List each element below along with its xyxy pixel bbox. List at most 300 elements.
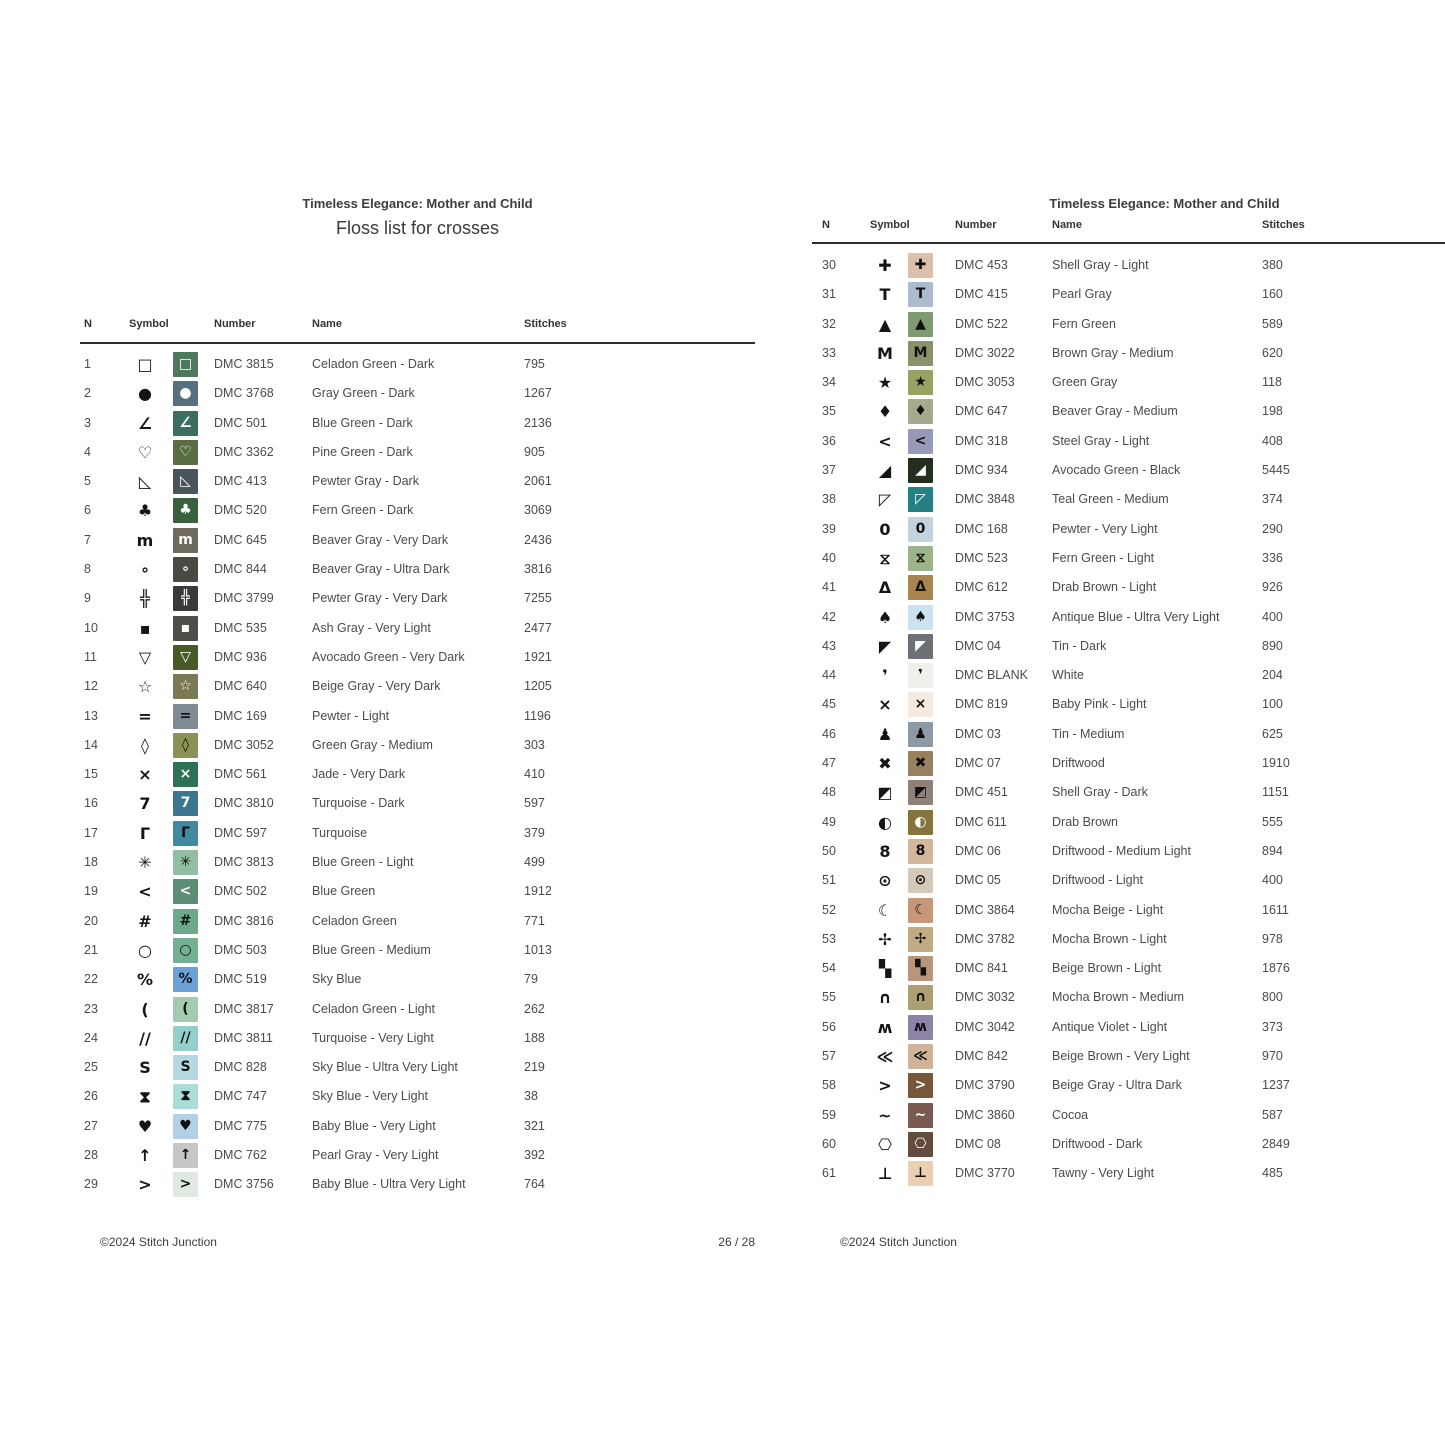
floss-name: Beige Brown - Light <box>1052 961 1162 976</box>
color-swatch: m <box>173 528 198 553</box>
color-swatch: ◢ <box>908 458 933 483</box>
row-index: 27 <box>84 1118 98 1133</box>
stitch-count: 3069 <box>524 503 552 518</box>
floss-row <box>812 837 1445 866</box>
floss-number: DMC 451 <box>955 785 1008 800</box>
symbol-glyph: S <box>139 1058 151 1078</box>
color-swatch: ♠ <box>908 605 933 630</box>
color-swatch: < <box>908 429 933 454</box>
floss-row <box>812 603 1445 632</box>
floss-row <box>80 1112 755 1141</box>
floss-number: DMC 3022 <box>955 345 1015 360</box>
row-index: 21 <box>84 942 98 957</box>
floss-name: Celadon Green - Light <box>312 1001 435 1016</box>
floss-name: White <box>1052 668 1084 683</box>
color-swatch: × <box>173 762 198 787</box>
symbol-glyph: ╬ <box>140 589 150 609</box>
symbol-glyph: ▪ <box>139 618 151 638</box>
stitch-count: 400 <box>1262 609 1283 624</box>
floss-name: Baby Blue - Ultra Very Light <box>312 1177 466 1192</box>
stitch-count: 118 <box>1262 375 1282 390</box>
stitch-count: 485 <box>1262 1166 1283 1181</box>
floss-name: Blue Green - Dark <box>312 415 413 430</box>
row-index: 41 <box>822 580 836 595</box>
floss-number: DMC 828 <box>214 1060 267 1075</box>
floss-row <box>812 896 1445 925</box>
floss-row <box>80 965 755 994</box>
symbol-glyph: ● <box>138 384 152 404</box>
page-indicator: 26 / 28 <box>718 1235 755 1249</box>
page-title: Timeless Elegance: Mother and Child <box>1049 196 1280 211</box>
symbol-glyph: × <box>138 765 152 785</box>
stitch-count: 380 <box>1262 258 1283 272</box>
stitch-count: 100 <box>1262 697 1283 712</box>
floss-row <box>812 778 1445 807</box>
row-index: 54 <box>822 961 836 976</box>
stitch-count: 408 <box>1262 433 1283 448</box>
floss-name: Sky Blue - Very Light <box>312 1089 429 1104</box>
column-header-name: Name <box>1052 219 1082 231</box>
floss-row <box>812 661 1445 690</box>
symbol-glyph: m <box>136 530 154 550</box>
stitch-count: 262 <box>524 1001 545 1016</box>
floss-name: Beaver Gray - Medium <box>1052 404 1178 419</box>
row-index: 53 <box>822 931 836 946</box>
floss-row <box>80 1082 755 1111</box>
floss-name: Pearl Gray <box>1052 287 1112 302</box>
floss-row <box>812 339 1445 368</box>
floss-number: DMC 06 <box>955 843 1001 858</box>
floss-name: Blue Green - Light <box>312 855 414 870</box>
copyright-text: ©2024 Stitch Junction <box>840 1235 957 1249</box>
floss-row <box>80 731 755 760</box>
floss-row <box>812 573 1445 602</box>
floss-name: Beaver Gray - Very Dark <box>312 532 449 547</box>
floss-name: Driftwood - Light <box>1052 873 1144 888</box>
floss-name: Baby Blue - Very Light <box>312 1118 436 1133</box>
symbol-glyph: ◐ <box>878 812 892 832</box>
row-index: 20 <box>84 913 98 928</box>
floss-number: DMC 3042 <box>955 1019 1015 1034</box>
row-index: 16 <box>84 796 98 811</box>
floss-name: Pewter Gray - Very Dark <box>312 591 448 606</box>
floss-number: DMC 597 <box>214 825 267 840</box>
symbol-glyph: ✢ <box>878 929 892 949</box>
copyright-text: ©2024 Stitch Junction <box>100 1235 217 1249</box>
color-swatch: ☆ <box>173 674 198 699</box>
stitch-count: 625 <box>1262 726 1283 741</box>
row-index: 23 <box>84 1001 98 1016</box>
floss-row <box>812 866 1445 895</box>
stitch-count: 374 <box>1262 492 1283 507</box>
floss-number: DMC 934 <box>955 463 1008 478</box>
stitch-count: 1013 <box>524 942 552 957</box>
color-swatch: ♟ <box>908 722 933 747</box>
row-index: 38 <box>822 492 836 507</box>
stitch-count: 160 <box>1262 287 1283 302</box>
row-index: 57 <box>822 1049 836 1064</box>
row-index: 30 <box>822 258 836 272</box>
symbol-glyph: > <box>138 1175 152 1195</box>
row-index: 4 <box>84 444 91 459</box>
row-index: 35 <box>822 404 836 419</box>
floss-number: DMC 3848 <box>955 492 1015 507</box>
stitch-count: 3816 <box>524 562 552 577</box>
floss-number: DMC 611 <box>955 814 1007 829</box>
row-index: 40 <box>822 550 836 565</box>
floss-number: DMC 762 <box>214 1148 267 1163</box>
symbol-glyph: ❜ <box>882 666 888 686</box>
stitch-count: 2849 <box>1262 1136 1290 1151</box>
floss-name: Pewter Gray - Dark <box>312 474 419 489</box>
symbol-glyph: ♣ <box>137 501 153 521</box>
floss-number: DMC 3817 <box>214 1001 274 1016</box>
floss-row <box>812 1042 1445 1071</box>
symbol-glyph: ♦ <box>877 402 893 422</box>
floss-row <box>812 368 1445 397</box>
symbol-glyph: ✳ <box>138 853 152 873</box>
row-index: 56 <box>822 1019 836 1034</box>
column-header-n: N <box>84 318 92 330</box>
row-index: 55 <box>822 990 836 1005</box>
row-index: 61 <box>822 1166 836 1181</box>
table-header-rule <box>80 342 755 344</box>
symbol-glyph: ≪ <box>876 1047 894 1067</box>
color-swatch: ★ <box>908 370 933 395</box>
color-swatch: 0 <box>908 517 933 542</box>
stitch-count: 970 <box>1262 1049 1283 1064</box>
floss-row <box>80 848 755 877</box>
floss-row <box>80 672 755 701</box>
symbol-glyph: ↑ <box>138 1146 152 1166</box>
floss-row <box>812 427 1445 456</box>
floss-name: Blue Green - Medium <box>312 942 431 957</box>
color-swatch: Δ <box>908 575 933 600</box>
row-index: 42 <box>822 609 836 624</box>
color-swatch: ✢ <box>908 927 933 952</box>
color-swatch: 7 <box>173 791 198 816</box>
floss-name: Drab Brown - Light <box>1052 580 1157 595</box>
symbol-glyph: 7 <box>139 794 151 814</box>
floss-row <box>812 690 1445 719</box>
floss-row <box>80 409 755 438</box>
color-swatch: ╬ <box>173 586 198 611</box>
floss-row <box>80 379 755 408</box>
row-index: 44 <box>822 668 836 683</box>
stitch-count: 894 <box>1262 843 1283 858</box>
floss-name: Mocha Brown - Medium <box>1052 990 1184 1005</box>
color-swatch: ⎔ <box>908 1132 933 1157</box>
symbol-glyph: ⊥ <box>877 1164 893 1184</box>
column-header-name: Name <box>312 318 342 330</box>
color-swatch: ✚ <box>908 253 933 278</box>
floss-row <box>812 544 1445 573</box>
floss-name: Pewter - Very Light <box>1052 521 1158 536</box>
floss-name: Green Gray <box>1052 375 1118 390</box>
stitch-count: 890 <box>1262 638 1283 653</box>
symbol-glyph: ( <box>141 999 149 1019</box>
floss-row <box>812 1013 1445 1042</box>
stitch-count: 800 <box>1262 990 1283 1005</box>
floss-number: DMC 3362 <box>214 444 274 459</box>
stitch-count: 905 <box>524 444 545 459</box>
stitch-count: 2061 <box>524 474 552 489</box>
row-index: 8 <box>84 562 91 577</box>
row-index: 13 <box>84 708 98 723</box>
floss-number: DMC 3815 <box>214 357 274 371</box>
row-index: 34 <box>822 375 836 390</box>
symbol-glyph: ◢ <box>878 461 892 481</box>
color-swatch: S <box>173 1055 198 1080</box>
stitch-count: 620 <box>1262 345 1283 360</box>
floss-name: Fern Green - Light <box>1052 550 1155 565</box>
color-swatch: ↑ <box>173 1143 198 1168</box>
row-index: 17 <box>84 825 98 840</box>
stitch-count: 764 <box>524 1177 545 1192</box>
row-index: 2 <box>84 386 91 401</box>
floss-name: Brown Gray - Medium <box>1052 345 1174 360</box>
floss-row <box>80 907 755 936</box>
floss-row <box>812 1130 1445 1159</box>
stitch-count: 771 <box>524 913 545 928</box>
floss-row <box>812 1101 1445 1130</box>
row-index: 36 <box>822 433 836 448</box>
floss-number: DMC 168 <box>955 521 1008 536</box>
floss-row <box>80 1141 755 1170</box>
symbol-glyph: ☆ <box>137 677 153 697</box>
floss-row <box>812 808 1445 837</box>
floss-name: Fern Green <box>1052 316 1116 331</box>
floss-name: Beige Gray - Very Dark <box>312 679 441 694</box>
symbol-glyph: ◤ <box>878 636 892 656</box>
floss-number: DMC 819 <box>955 697 1008 712</box>
stitch-count: 499 <box>524 855 545 870</box>
color-swatch: ♡ <box>173 440 198 465</box>
floss-name: Tawny - Very Light <box>1052 1166 1155 1181</box>
floss-row <box>80 614 755 643</box>
floss-number: DMC 520 <box>214 503 267 518</box>
color-swatch: ♣ <box>173 498 198 523</box>
floss-row <box>812 954 1445 983</box>
floss-table-body <box>80 350 755 1200</box>
row-index: 59 <box>822 1107 836 1122</box>
row-index: 58 <box>822 1078 836 1093</box>
row-index: 26 <box>84 1089 98 1104</box>
floss-row <box>812 485 1445 514</box>
floss-name: Beige Brown - Very Light <box>1052 1049 1190 1064</box>
stitch-count: 587 <box>1262 1107 1283 1122</box>
stitch-count: 1237 <box>1262 1078 1290 1093</box>
floss-number: DMC 3799 <box>214 591 274 606</box>
color-swatch: ≪ <box>908 1044 933 1069</box>
color-swatch: ◩ <box>908 780 933 805</box>
symbol-glyph: ◺ <box>138 472 152 492</box>
floss-row <box>80 702 755 731</box>
floss-name: Blue Green <box>312 884 376 899</box>
column-header-n: N <box>822 219 830 231</box>
symbol-glyph: ʍ <box>877 1017 893 1037</box>
floss-name: Turquoise - Very Light <box>312 1030 434 1045</box>
floss-name: Ash Gray - Very Light <box>312 620 431 635</box>
floss-number: DMC 3756 <box>214 1177 274 1192</box>
stitch-count: 1196 <box>524 708 551 723</box>
color-swatch: T <box>908 282 933 307</box>
floss-row <box>80 1170 755 1199</box>
symbol-glyph: ⧖ <box>879 548 891 568</box>
row-index: 11 <box>84 649 97 664</box>
floss-number: DMC 640 <box>214 679 267 694</box>
floss-name: Turquoise <box>312 825 368 840</box>
column-header-stitches: Stitches <box>524 318 567 330</box>
symbol-glyph: ♥ <box>137 1116 153 1136</box>
floss-row <box>80 1024 755 1053</box>
page-title: Timeless Elegance: Mother and Child <box>302 196 533 211</box>
stitch-count: 1205 <box>524 679 552 694</box>
row-index: 29 <box>84 1177 98 1192</box>
row-index: 33 <box>822 345 836 360</box>
floss-number: DMC 503 <box>214 942 267 957</box>
symbol-glyph: ▚ <box>878 959 892 979</box>
stitch-count: 290 <box>1262 521 1283 536</box>
stitch-count: 1910 <box>1262 756 1290 771</box>
stitch-count: 1921 <box>524 649 552 664</box>
color-swatch: ∼ <box>908 1103 933 1128</box>
floss-number: DMC 3768 <box>214 386 274 401</box>
row-index: 15 <box>84 767 98 782</box>
floss-name: Green Gray - Medium <box>312 737 433 752</box>
color-swatch: 8 <box>908 839 933 864</box>
floss-row <box>812 397 1445 426</box>
symbol-glyph: Γ <box>139 823 151 843</box>
floss-row <box>80 877 755 906</box>
color-swatch: ʍ <box>908 1015 933 1040</box>
floss-name: Teal Green - Medium <box>1052 492 1169 507</box>
row-index: 14 <box>84 737 98 752</box>
floss-row <box>812 515 1445 544</box>
floss-row <box>812 983 1445 1012</box>
column-header-stitches: Stitches <box>1262 219 1305 231</box>
floss-number: DMC 519 <box>214 972 267 987</box>
symbol-glyph: % <box>136 970 154 990</box>
floss-row <box>80 819 755 848</box>
symbol-glyph: ◸ <box>878 490 892 510</box>
floss-row <box>80 995 755 1024</box>
color-swatch: ⧖ <box>908 546 933 571</box>
floss-number: DMC 415 <box>955 287 1008 302</box>
color-swatch: > <box>173 1172 198 1197</box>
floss-number: DMC 645 <box>214 532 267 547</box>
color-swatch: ▽ <box>173 645 198 670</box>
floss-row <box>812 925 1445 954</box>
floss-number: DMC 502 <box>214 884 267 899</box>
floss-row <box>812 720 1445 749</box>
column-header-symbol: Symbol <box>870 219 910 231</box>
floss-row <box>80 789 755 818</box>
row-index: 48 <box>822 785 836 800</box>
color-swatch: # <box>173 909 198 934</box>
row-index: 52 <box>822 902 836 917</box>
floss-number: DMC 747 <box>214 1089 267 1104</box>
floss-number: DMC 523 <box>955 550 1008 565</box>
color-swatch: ❜ <box>908 663 933 688</box>
floss-name: Celadon Green - Dark <box>312 357 435 371</box>
floss-row <box>812 1071 1445 1100</box>
floss-number: DMC 3790 <box>955 1078 1015 1093</box>
stitch-count: 597 <box>524 796 545 811</box>
floss-row <box>80 526 755 555</box>
floss-number: DMC 535 <box>214 620 267 635</box>
color-swatch: × <box>908 692 933 717</box>
floss-name: Pine Green - Dark <box>312 444 413 459</box>
symbol-glyph: □ <box>137 355 153 374</box>
stitch-count: 1267 <box>524 386 552 401</box>
floss-name: Shell Gray - Dark <box>1052 785 1148 800</box>
symbol-glyph: 0 <box>879 519 891 539</box>
floss-row <box>812 456 1445 485</box>
row-index: 46 <box>822 726 836 741</box>
color-swatch: ● <box>173 381 198 406</box>
floss-row <box>80 438 755 467</box>
color-swatch: M <box>908 341 933 366</box>
floss-number: DMC 522 <box>955 316 1008 331</box>
floss-name: Avocado Green - Black <box>1052 463 1181 478</box>
row-index: 5 <box>84 474 91 489</box>
stitch-count: 589 <box>1262 316 1283 331</box>
floss-number: DMC 841 <box>955 961 1008 976</box>
color-swatch: ⊥ <box>908 1161 933 1186</box>
row-index: 28 <box>84 1148 98 1163</box>
symbol-glyph: ⊙ <box>878 871 892 891</box>
row-index: 3 <box>84 415 91 430</box>
color-swatch: ◺ <box>173 469 198 494</box>
floss-number: DMC 842 <box>955 1049 1008 1064</box>
color-swatch: > <box>908 1073 933 1098</box>
stitch-count: 2477 <box>524 620 552 635</box>
row-index: 60 <box>822 1136 836 1151</box>
row-index: 47 <box>822 756 836 771</box>
symbol-glyph: ∘ <box>139 560 150 580</box>
row-index: 24 <box>84 1030 98 1045</box>
floss-number: DMC 413 <box>214 474 267 489</box>
floss-number: DMC 3811 <box>214 1030 273 1045</box>
floss-number: DMC 647 <box>955 404 1008 419</box>
floss-row <box>812 280 1445 309</box>
floss-number: DMC 3053 <box>955 375 1015 390</box>
floss-name: Pewter - Light <box>312 708 390 723</box>
floss-number: DMC 04 <box>955 638 1001 653</box>
stitch-count: 79 <box>524 972 538 987</box>
floss-number: DMC 07 <box>955 756 1001 771</box>
floss-name: Mocha Brown - Light <box>1052 931 1167 946</box>
symbol-glyph: ♡ <box>137 442 153 462</box>
floss-row <box>812 632 1445 661</box>
floss-row <box>80 496 755 525</box>
row-index: 6 <box>84 503 91 518</box>
color-swatch: ◸ <box>908 487 933 512</box>
floss-number: DMC 318 <box>955 433 1008 448</box>
symbol-glyph: ○ <box>138 940 152 960</box>
symbol-glyph: ▲ <box>878 314 892 334</box>
floss-name: Steel Gray - Light <box>1052 433 1150 448</box>
row-index: 31 <box>822 287 836 302</box>
floss-name: Fern Green - Dark <box>312 503 414 518</box>
stitch-count: 555 <box>1262 814 1283 829</box>
floss-name: Driftwood - Dark <box>1052 1136 1143 1151</box>
symbol-glyph: ✚ <box>878 256 892 275</box>
floss-number: DMC 561 <box>214 767 267 782</box>
color-swatch: ☾ <box>908 898 933 923</box>
color-swatch: ▪ <box>173 616 198 641</box>
